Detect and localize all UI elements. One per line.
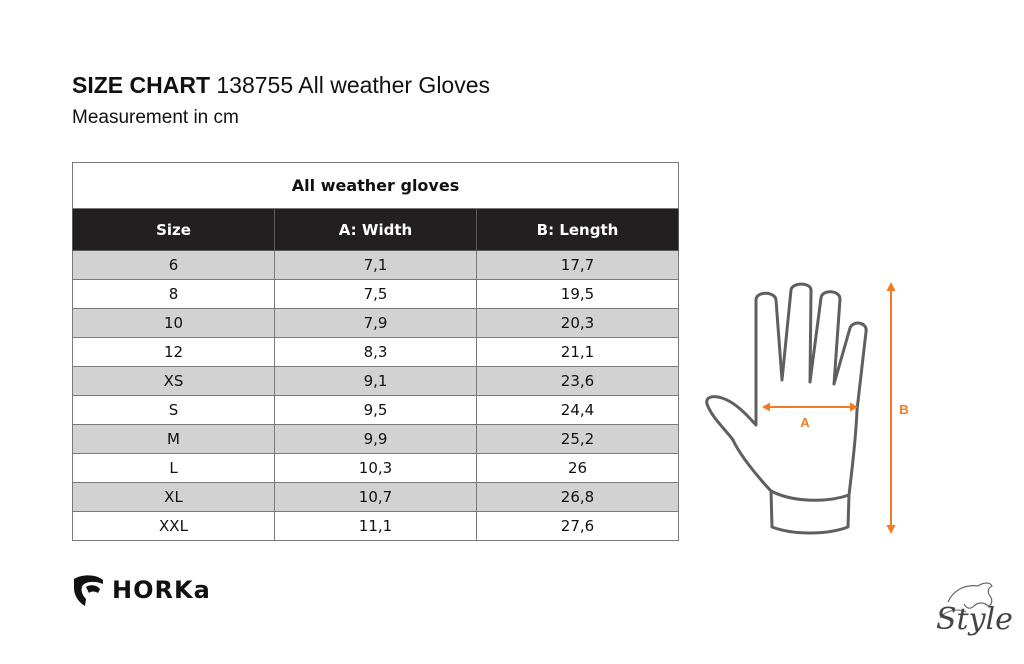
table-row xyxy=(73,512,679,541)
width-cell: 11,1 xyxy=(275,512,477,541)
size-cell: S xyxy=(73,396,275,425)
length-cell: 27,6 xyxy=(477,512,679,541)
width-cell: 10,3 xyxy=(275,454,477,483)
length-cell: 17,7 xyxy=(477,251,679,280)
size-cell: XXL xyxy=(73,512,275,541)
page-title xyxy=(72,71,490,99)
column-header-size: Size xyxy=(73,209,275,251)
length-cell: 26 xyxy=(477,454,679,483)
length-label: B xyxy=(899,402,909,417)
table-row xyxy=(73,396,679,425)
table-row xyxy=(73,425,679,454)
table-row xyxy=(73,309,679,338)
table-header-row xyxy=(73,209,679,251)
title-bold: SIZE CHART xyxy=(72,72,210,98)
table-row xyxy=(73,251,679,280)
page-subtitle: Measurement in cm xyxy=(72,107,239,128)
glove-outline-icon xyxy=(707,284,866,533)
column-header-width: A: Width xyxy=(275,209,477,251)
horse-head-logo-icon xyxy=(72,573,106,607)
width-cell: 10,7 xyxy=(275,483,477,512)
size-cell: XS xyxy=(73,367,275,396)
style-watermark: Style xyxy=(936,602,1013,637)
glove-diagram xyxy=(700,270,930,560)
table-row xyxy=(73,338,679,367)
size-cell: M xyxy=(73,425,275,454)
width-cell: 7,1 xyxy=(275,251,477,280)
width-cell: 7,5 xyxy=(275,280,477,309)
table-row xyxy=(73,280,679,309)
size-cell: 10 xyxy=(73,309,275,338)
width-cell: 9,5 xyxy=(275,396,477,425)
length-cell: 24,4 xyxy=(477,396,679,425)
column-header-length: B: Length xyxy=(477,209,679,251)
length-cell: 23,6 xyxy=(477,367,679,396)
length-cell: 20,3 xyxy=(477,309,679,338)
width-arrow xyxy=(762,403,858,412)
table-caption: All weather gloves xyxy=(73,163,679,209)
length-cell: 26,8 xyxy=(477,483,679,512)
length-arrow xyxy=(887,282,896,534)
size-cell: L xyxy=(73,454,275,483)
table-row xyxy=(73,454,679,483)
table-row xyxy=(73,483,679,512)
size-cell: 12 xyxy=(73,338,275,367)
length-cell: 21,1 xyxy=(477,338,679,367)
brand-name: HORKa xyxy=(112,576,211,604)
size-cell: 6 xyxy=(73,251,275,280)
size-cell: 8 xyxy=(73,280,275,309)
width-cell: 7,9 xyxy=(275,309,477,338)
width-cell: 8,3 xyxy=(275,338,477,367)
title-product: 138755 All weather Gloves xyxy=(216,72,491,98)
width-cell: 9,9 xyxy=(275,425,477,454)
length-cell: 25,2 xyxy=(477,425,679,454)
horka-logo xyxy=(72,573,211,607)
size-cell: XL xyxy=(73,483,275,512)
table-row xyxy=(73,367,679,396)
length-cell: 19,5 xyxy=(477,280,679,309)
size-chart-table xyxy=(72,162,679,541)
width-label: A xyxy=(800,415,810,430)
width-cell: 9,1 xyxy=(275,367,477,396)
